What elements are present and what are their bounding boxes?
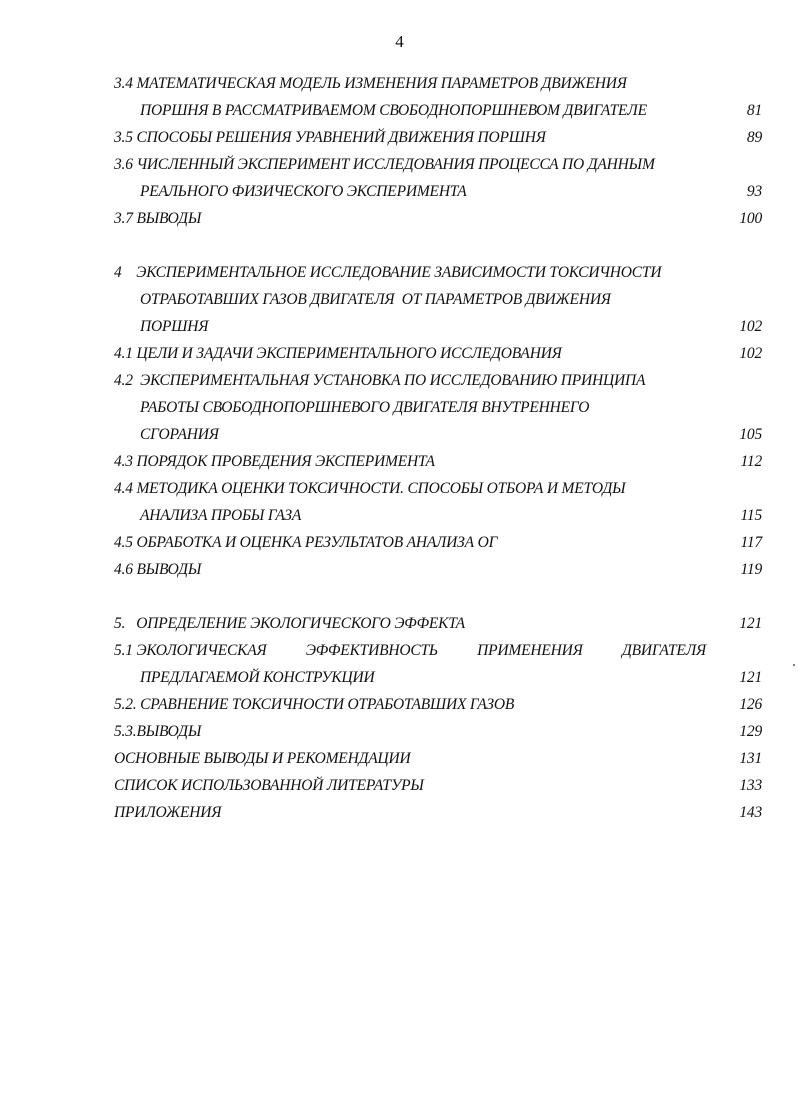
toc-entry-5-1-line1: [114, 637, 762, 664]
toc-page-number: 117: [740, 534, 762, 551]
toc-entry-4-line1: [114, 259, 762, 286]
toc-entry-title: СГОРАНИЯ: [140, 426, 219, 443]
toc-entry-title: 4.5 ОБРАБОТКА И ОЦЕНКА РЕЗУЛЬТАТОВ АНАЛИЗА ОГ: [114, 534, 498, 551]
toc-word: 5.1 ЭКОЛОГИЧЕСКАЯ: [114, 642, 267, 659]
toc-entry-title: ПРИЛОЖЕНИЯ: [114, 804, 222, 821]
toc-entry-4-line3: [114, 313, 762, 340]
toc-page-number: 131: [739, 750, 762, 767]
toc-entry-4-2-line3: [114, 421, 762, 448]
toc-page-number: 93: [746, 183, 762, 200]
toc-entry-title: 3.6 ЧИСЛЕННЫЙ ЭКСПЕРИМЕНТ ИССЛЕДОВАНИЯ ПРОЦЕССА ПО ДАННЫМ: [114, 156, 655, 173]
toc-entry-4-1: [114, 340, 762, 367]
toc-entry-title: ПОРШНЯ: [140, 318, 209, 335]
section-gap: [114, 583, 762, 610]
toc-entry-5-3: [114, 718, 762, 745]
toc-page-number: 112: [740, 453, 762, 470]
toc-entry-4-4-line2: [114, 502, 762, 529]
toc-entry-title: ПРЕДЛАГАЕМОЙ КОНСТРУКЦИИ: [140, 669, 375, 686]
toc-entry-title: 4.1 ЦЕЛИ И ЗАДАЧИ ЭКСПЕРИМЕНТАЛЬНОГО ИССЛЕДОВАНИЯ: [114, 345, 562, 362]
toc-entry-title: АНАЛИЗА ПРОБЫ ГАЗА: [140, 507, 302, 524]
toc-page-number: 100: [739, 210, 762, 227]
toc-page-number: 121: [739, 615, 762, 632]
toc-entry-title: [114, 637, 706, 664]
toc-entry-title: РЕАЛЬНОГО ФИЗИЧЕСКОГО ЭКСПЕРИМЕНТА: [140, 183, 467, 200]
section-gap: [114, 232, 762, 259]
toc-entry-title: ПОРШНЯ В РАССМАТРИВАЕМОМ СВОБОДНОПОРШНЕВОМ ДВИГАТЕЛЕ: [140, 102, 647, 119]
toc-entry-title: 4 ЭКСПЕРИМЕНТАЛЬНОЕ ИССЛЕДОВАНИЕ ЗАВИСИМОСТИ ТОКСИЧНОСТИ: [114, 264, 662, 281]
toc-page-number: 102: [739, 318, 762, 335]
toc-page-number: 81: [746, 102, 762, 119]
toc-entry-4-4-line1: [114, 475, 762, 502]
toc-entry-3-5: [114, 124, 762, 151]
toc-entry-4-5: [114, 529, 762, 556]
scan-artifact-dot: [793, 664, 795, 666]
toc-page-number: 105: [739, 426, 762, 443]
toc-entry-title: 4.4 МЕТОДИКА ОЦЕНКИ ТОКСИЧНОСТИ. СПОСОБЫ ОТБОРА И МЕТОДЫ: [114, 480, 626, 497]
toc-entry-title: 3.5 СПОСОБЫ РЕШЕНИЯ УРАВНЕНИЙ ДВИЖЕНИЯ ПОРШНЯ: [114, 129, 546, 146]
toc-entry-references: [114, 772, 762, 799]
toc-word: ДВИГАТЕЛЯ: [621, 642, 706, 659]
toc-entry-title: ОСНОВНЫЕ ВЫВОДЫ И РЕКОМЕНДАЦИИ: [114, 750, 411, 767]
toc-entry-title: РАБОТЫ СВОБОДНОПОРШНЕВОГО ДВИГАТЕЛЯ ВНУТРЕННЕГО: [140, 399, 590, 416]
toc-entry-title: 3.4 МАТЕМАТИЧЕСКАЯ МОДЕЛЬ ИЗМЕНЕНИЯ ПАРАМЕТРОВ ДВИЖЕНИЯ: [114, 75, 627, 92]
toc-page-number: 143: [739, 804, 762, 821]
toc-entry-title: 5.3.ВЫВОДЫ: [114, 723, 202, 740]
toc-entry-title: 4.2 ЭКСПЕРИМЕНТАЛЬНАЯ УСТАНОВКА ПО ИССЛЕДОВАНИЮ ПРИНЦИПА: [114, 372, 646, 389]
toc-page-number: 121: [739, 669, 762, 686]
toc-entry-4-2-line2: [114, 394, 762, 421]
toc-entry-appendices: [114, 799, 762, 826]
toc-page-number: 119: [740, 561, 762, 578]
toc-entry-4-3: [114, 448, 762, 475]
toc-entry-5: [114, 610, 762, 637]
toc-entry-title: 5.2. СРАВНЕНИЕ ТОКСИЧНОСТИ ОТРАБОТАВШИХ ГАЗОВ: [114, 696, 515, 713]
toc-entry-4-2-line1: [114, 367, 762, 394]
toc-entry-conclusions: [114, 745, 762, 772]
table-of-contents: [114, 70, 762, 826]
toc-entry-3-6-line2: [114, 178, 762, 205]
toc-page-number: 89: [746, 129, 762, 146]
toc-entry-title: ОТРАБОТАВШИХ ГАЗОВ ДВИГАТЕЛЯ ОТ ПАРАМЕТРОВ ДВИЖЕНИЯ: [140, 291, 611, 308]
toc-entry-4-6: [114, 556, 762, 583]
toc-entry-3-6-line1: [114, 151, 762, 178]
toc-page-number: 133: [739, 777, 762, 794]
toc-entry-title: 4.6 ВЫВОДЫ: [114, 561, 202, 578]
toc-entry-5-2: [114, 691, 762, 718]
toc-entry-title: 3.7 ВЫВОДЫ: [114, 210, 202, 227]
toc-page-number: 115: [740, 507, 762, 524]
toc-word: ПРИМЕНЕНИЯ: [477, 642, 583, 659]
toc-entry-3-4-line2: [114, 97, 762, 124]
toc-entry-title: 4.3 ПОРЯДОК ПРОВЕДЕНИЯ ЭКСПЕРИМЕНТА: [114, 453, 435, 470]
toc-word: ЭФФЕКТИВНОСТЬ: [305, 642, 438, 659]
toc-page-number: 102: [739, 345, 762, 362]
toc-entry-title: 5. ОПРЕДЕЛЕНИЕ ЭКОЛОГИЧЕСКОГО ЭФФЕКТА: [114, 615, 465, 632]
page-number: 4: [395, 32, 404, 51]
toc-entry-4-line2: [114, 286, 762, 313]
toc-page-number: 129: [739, 723, 762, 740]
toc-entry-3-4-line1: [114, 70, 762, 97]
toc-entry-3-7: [114, 205, 762, 232]
toc-page-number: 126: [739, 696, 762, 713]
toc-entry-5-1-line2: [114, 664, 762, 691]
toc-entry-title: СПИСОК ИСПОЛЬЗОВАННОЙ ЛИТЕРАТУРЫ: [114, 777, 424, 794]
